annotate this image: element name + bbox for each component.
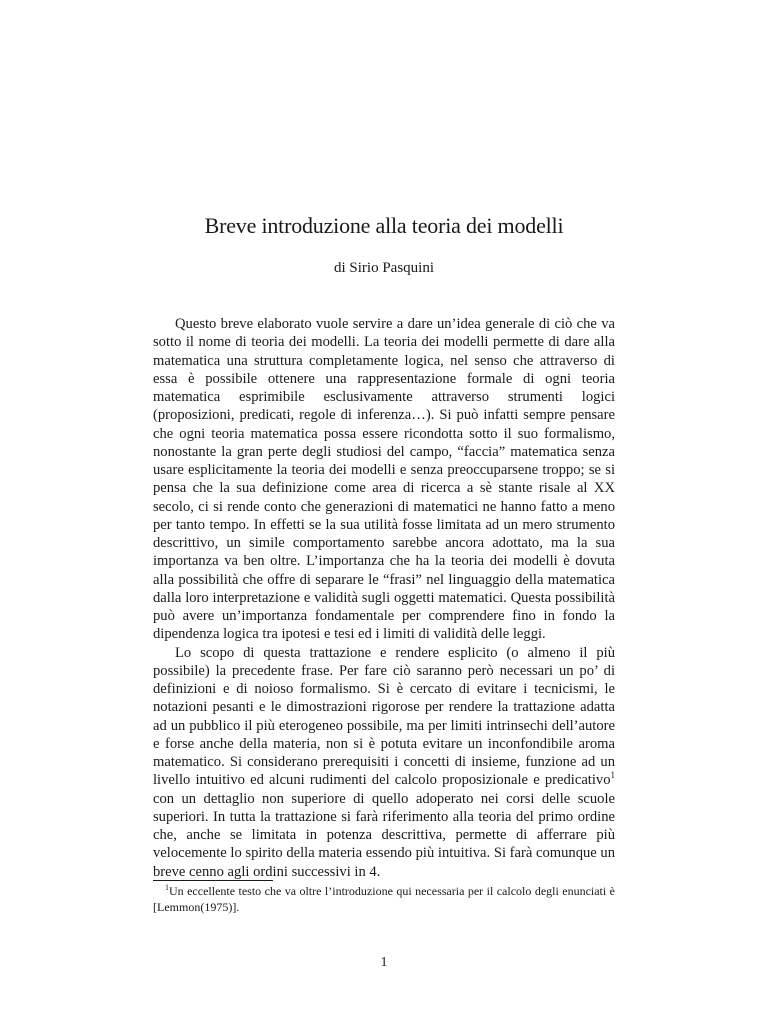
footnote — [153, 884, 615, 915]
footnote-text: Un eccellente testo che va oltre l’introduzione qui necessaria per il calcolo degli enunciati è [Lemmon(1975)]. — [153, 884, 615, 914]
body-paragraph-2 — [153, 644, 615, 881]
footnote-mark: 1 — [165, 883, 169, 892]
paragraph-1-text: Questo breve elaborato vuole servire a dare un’idea generale di ciò che va sotto il nome di teoria dei modelli. La teoria dei modelli permette di dare alla matematica una struttura completamente logica, nel senso che attraverso di essa è possibile ottenere una rappresentazione formale di ogni teoria matematica esprimibile esclusivamente attraverso strumenti logici (proposizioni, predicati, regole di inferenza…). Si può infatti sempre pensare che ogni teoria matematica possa essere ricondotta sotto il suo formalismo, nonostante la gran perte degli studiosi del campo, “faccia” matematica senza usare esplicitamente la teoria dei modelli e senza preoccuparsene troppo; se si pensa che la sua definizione come area di ricerca a sè stante risale al XX secolo, ci si rende conto che generazioni di matematici ne hanno fatto a meno per tanto tempo. In effetti se la sua utilità fosse limitata ad un mero strumento descrittivo, un simile comportamento sarebbe ancora adottato, ma la sua importanza va ben oltre. L’importanza che ha la teoria dei modelli è dovuta alla possibilità che offre di separare le “frasi” nel linguaggio della matematica dalla loro interpretazione e validità sugli oggetti matematici. Questa possibilità può avere un’importanza fondamentale per comprendere fino in fondo la dipendenza logica tra ipotesi e tesi ed i limiti di validità delle leggi. — [153, 316, 615, 643]
footnote-divider — [153, 880, 273, 881]
footnote-reference[interactable]: 1 — [610, 770, 615, 781]
page-number: 1 — [380, 955, 388, 970]
body-paragraph-1 — [153, 315, 615, 644]
paragraph-2-text-after: con un dettaglio non superiore di quello adoperato nei corsi delle scuole superiori. In tutta la trattazione si farà riferimento alla teoria del primo ordine che, anche se limitata in potenza descrittiva, permette di afferrare più velocemente lo spirito della materia essendo più intuitiva. Si farà comunque un breve cenno agli ordini successivi in 4. — [153, 790, 616, 880]
document-body — [153, 315, 615, 881]
document-author: di Sirio Pasquini — [333, 260, 434, 276]
paragraph-2-text-before: Lo scopo di questa trattazione e rendere esplicito (o almeno il più possibile) la precedente frase. Per fare ciò saranno però necessari un po’ di definizioni e di noioso formalismo. Si è cercato di evitare i tecnicismi, le notazioni pesanti e le dimostrazioni rigorose per rendere la trattazione adatta ad un pubblico il più eterogeneo possibile, ma per limiti intrinsechi dell’autore e forse anche della materia, non si è potuta evitare un inconfondibile aroma matematico. Si considerano prerequisiti i concetti di insieme, funzione ad un livello intuitivo ed alcuni rudimenti del calcolo proposizionale e predicativo — [153, 644, 615, 789]
document-title: Breve introduzione alla teoria dei modelli — [204, 213, 564, 238]
